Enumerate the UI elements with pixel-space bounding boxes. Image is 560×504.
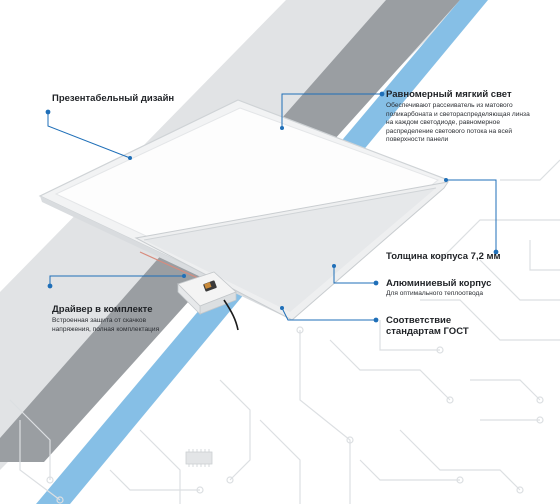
- aluminum-title: Алюминиевый корпус: [386, 278, 492, 289]
- chip-icon: [186, 449, 212, 467]
- driver-title: Драйвер в комплекте: [52, 304, 153, 315]
- gost-title-line2: стандартам ГОСТ: [386, 326, 469, 337]
- callout-design: [48, 112, 130, 158]
- design-title: Презентабельный дизайн: [52, 93, 175, 104]
- driver-description: Встроенная защита от скачков напряжения, полная комплектация: [52, 317, 160, 333]
- aluminum-description: Для оптимального теплоотвода: [386, 290, 483, 297]
- gost-title-line1: Соответствие: [386, 315, 452, 326]
- thickness-title: Толщина корпуса 7,2 мм: [386, 251, 501, 262]
- light-description: Обеспечивают рассеиватель из матового поликарбоната и светораспределяющая линза на каждом светодиоде, равномерное распределение светового потока на всей поверхности панели: [386, 102, 530, 144]
- light-title: Равномерный мягкий свет: [386, 89, 512, 100]
- callout-thickness: [446, 180, 496, 252]
